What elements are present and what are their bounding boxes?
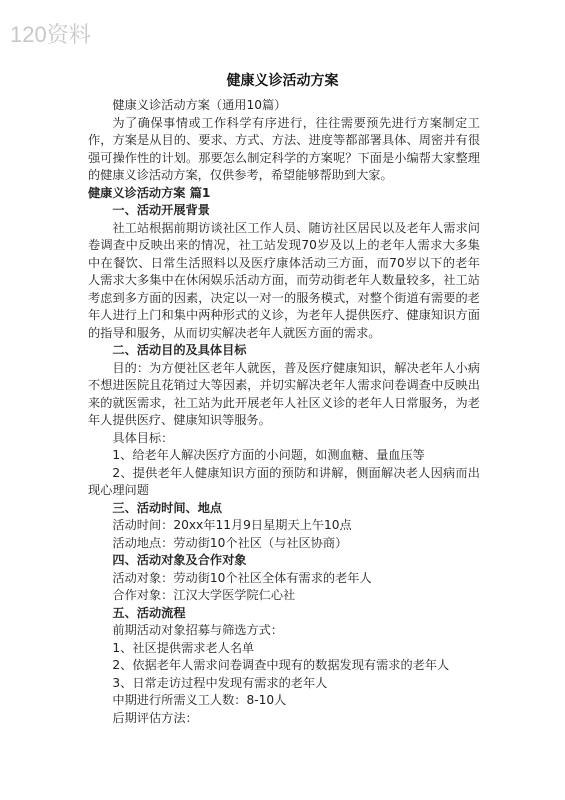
body-paragraph: 2、提供老年人健康知识方面的预防和讲解，侧面解决老人因病而出现心理问题: [88, 465, 480, 497]
body-paragraph: 活动对象：劳动街10个社区全体有需求的老年人: [112, 570, 372, 585]
section-heading: 三、活动时间、地点: [112, 500, 223, 515]
body-paragraph: 社工站根据前期访谈社区工作人员、随访社区居民以及老年人需求问卷调查中反映出来的情况，社工站发现70岁及以上的老年人需求大多集中在餐饮、日常生活照料以及医疗康体活动三方面，而70岁以下的老年人需求大多集中在休闲娱乐活动方面，而劳动街老年人数量较多，社工站考虑到多方面的因素，决定以一对一的服务模式，对整个街道有需要的老年人进行上门和集中两种形式的义诊，为老年人提供医疗、健康知识方面的指导和服务，从而切实解决老年人就医方面的需求。: [88, 220, 480, 340]
body-paragraph: 合作对象：江汉大学医学院仁心社: [112, 588, 296, 602]
section-heading: 二、活动目的及具体目标: [112, 343, 247, 357]
document-title: 健康义诊活动方案: [226, 73, 339, 89]
watermark: 120资料: [10, 22, 91, 47]
section-heading: 五、活动流程: [112, 605, 186, 620]
body-paragraph: 3、日常走访过程中发现有需求的老年人: [112, 675, 328, 690]
body-paragraph: 1、给老年人解决医疗方面的小问题，如测血糖、量血压等: [112, 448, 425, 462]
document-body: [88, 97, 480, 727]
body-paragraph: 1、社区提供需求老人名单: [112, 640, 255, 655]
body-paragraph: 健康义诊活动方案（通用10篇）: [112, 98, 287, 112]
body-paragraph: 后期评估方法：: [112, 710, 198, 725]
body-paragraph: 具体目标：: [112, 430, 174, 445]
body-paragraph: 目的：为方便社区老年人就医，普及医疗健康知识，解决老年人小病不想进医院且花销过大等因素，并切实解决老年人需求问卷调查中反映出来的就医需求，社工站为此开展老年人社区义诊的老年人日常服务，为老年人提供医疗、健康知识等服务。: [88, 360, 480, 427]
section-heading: 健康义诊活动方案 篇1: [88, 185, 211, 200]
body-paragraph: 中期进行所需义工人数：8-10人: [112, 693, 287, 707]
section-heading: 四、活动对象及合作对象: [112, 553, 247, 567]
body-paragraph: 为了确保事情或工作科学有序进行，往往需要预先进行方案制定工作，方案是从目的、要求、方式、方法、进度等都部署具体、周密并有很强可操作性的计划。那要怎么制定科学的方案呢？下面是小编帮大家整理的健康义诊活动方案，仅供参考，希望能够帮助到大家。: [88, 115, 480, 182]
body-paragraph: 前期活动对象招募与筛选方式：: [112, 623, 284, 637]
body-paragraph: 活动地点：劳动街10个社区（与社区协商）: [112, 535, 348, 550]
section-heading: 一、活动开展背景: [112, 203, 210, 217]
body-paragraph: 2、依据老年人需求问卷调查中现有的数据发现有需求的老年人: [112, 658, 450, 672]
body-paragraph: 活动时间：20xx年11月9日星期天上午10点: [112, 518, 352, 532]
